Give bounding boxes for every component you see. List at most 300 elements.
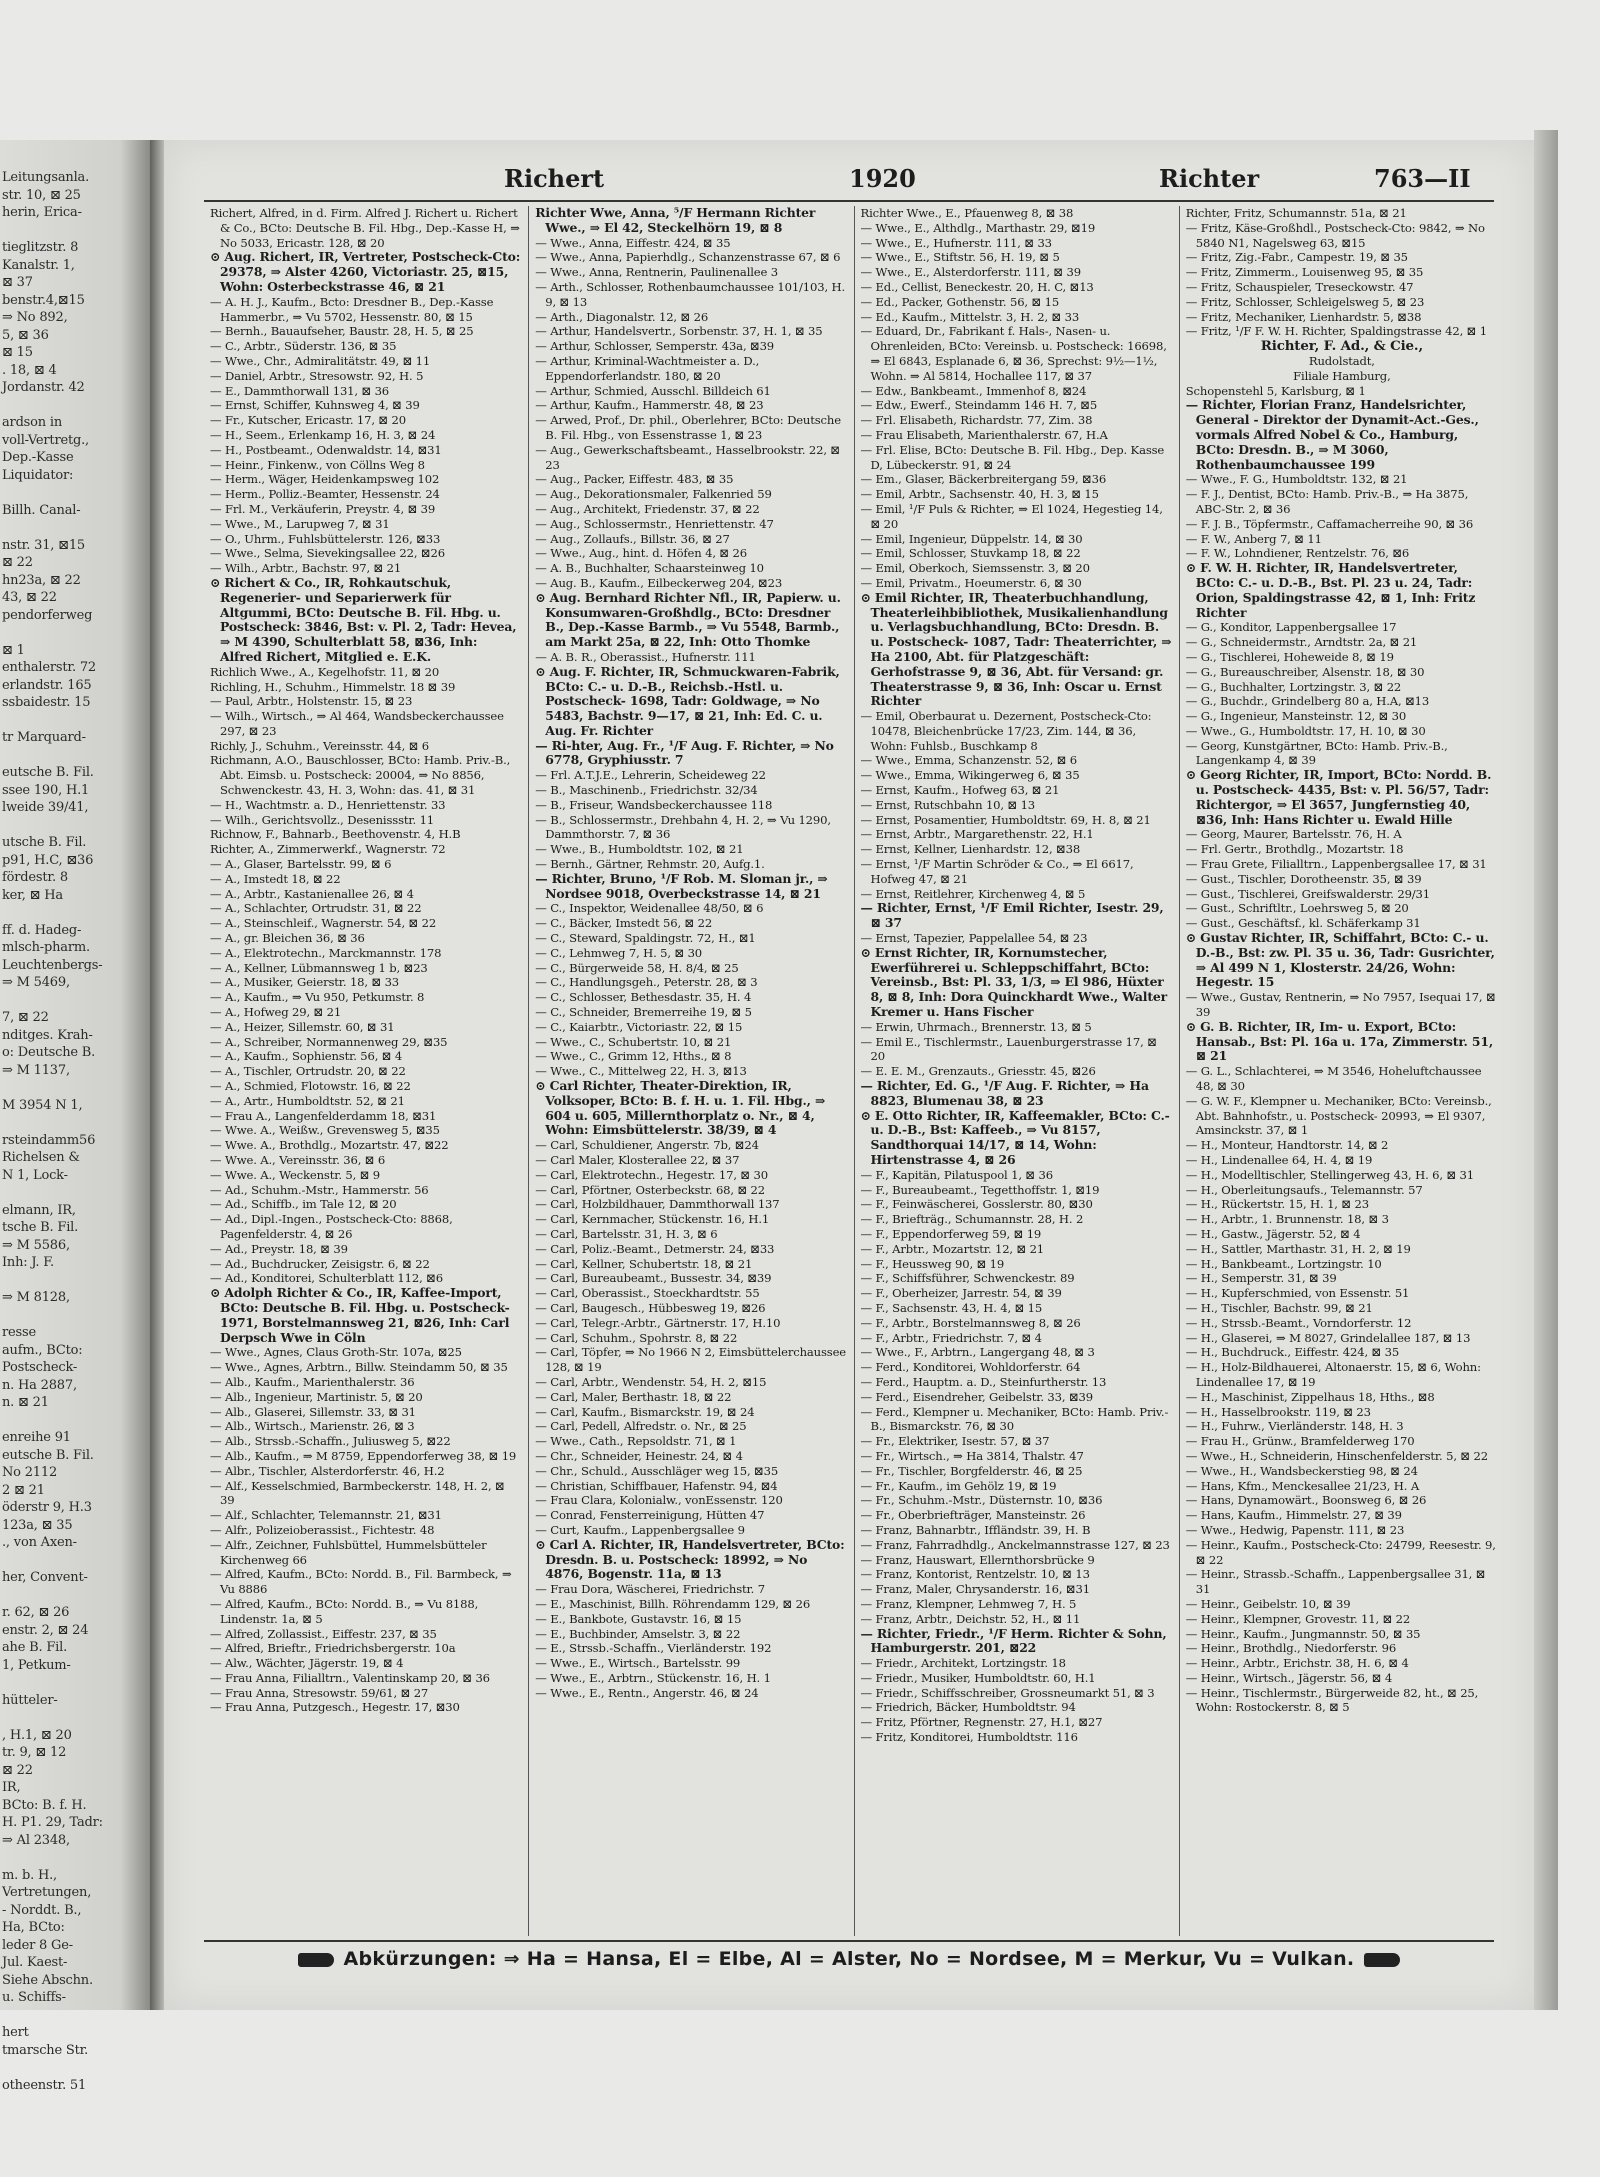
directory-entry: ⊙ Georg Richter, IR, Import, BCto: Nordd. B. u. Postscheck- 4435, Bst: v. Pl. 56/57, Tadr: Richtergor, ⇒ El 3657, Jungfernstieg 40, ⊠36, Inh: Hans Richter u. Ewald Hille	[1185, 767, 1492, 827]
directory-entry: Richter, Fritz, Schumannstr. 51a, ⊠ 21	[1185, 206, 1407, 220]
directory-entry: — Wwe., Hedwig, Papenstr. 111, ⊠ 23	[1185, 1522, 1405, 1537]
directory-entry: — Fr., Oberbriefträger, Mansteinstr. 26	[860, 1508, 1086, 1523]
directory-entry: — Emil, Oberkoch, Siemssenstr. 3, ⊠ 20	[860, 561, 1090, 576]
facing-page-line: str. 10, ⊠ 25	[2, 187, 81, 203]
directory-entry: ⊙ Aug. Bernhard Richter Nfl., IR, Papierw. u. Konsumwaren-Großhdlg., BCto: Dresdner B., Dep.-Kasse Barmb., ⇒ Vu 5548, Barmb., am Markt 25a, ⊠ 22, Inh: Otto Thomke	[535, 589, 841, 650]
directory-entry: — Fr., Tischler, Borgfelderstr. 46, ⊠ 25	[860, 1463, 1083, 1478]
directory-entry: — A., Elektrotechn., Marckmannstr. 178	[210, 945, 442, 960]
directory-entry: — Wwe., Agnes, Arbtrn., Billw. Steindamm 50, ⊠ 35	[210, 1360, 508, 1375]
directory-entry: — Carl Maler, Klosterallee 22, ⊠ 37	[535, 1153, 740, 1167]
facing-page-line: tieglitzstr. 8	[2, 240, 79, 255]
directory-entry: — Wwe., Cath., Repsoldstr. 71, ⊠ 1	[535, 1434, 737, 1449]
facing-page-line: ⇒ M 5469,	[2, 975, 70, 990]
facing-page-line: ⊠ 1	[2, 642, 25, 658]
directory-entry: — Conrad, Fensterreinigung, Hütten 47	[535, 1508, 765, 1523]
directory-entry: — Arthur, Kaufm., Hammerstr. 48, ⊠ 23	[535, 398, 764, 413]
directory-entry: — A., Artr., Humboldtstr. 52, ⊠ 21	[210, 1093, 405, 1108]
directory-entry: — H., Strssb.-Beamt., Vorndorferstr. 12	[1185, 1315, 1412, 1330]
directory-entry: — Wwe., M., Larupweg 7, ⊠ 31	[210, 516, 390, 531]
directory-entry: — Wwe., Emma, Wikingerweg 6, ⊠ 35	[860, 768, 1080, 783]
facing-page-fragment	[0, 140, 150, 2093]
facing-page-line: ⊠ 22	[2, 555, 33, 570]
directory-entry: — Frl. Gertr., Brothdlg., Mozartstr. 18	[1185, 842, 1404, 857]
directory-entry: — Wwe. A., Weckenstr. 5, ⊠ 9	[210, 1167, 381, 1182]
facing-page-line: enreihe 91	[2, 1430, 71, 1445]
directory-entry: — Ad., Dipl.-Ingen., Postscheck-Cto: 8868, Pagenfelderstr. 4, ⊠ 26	[210, 1212, 453, 1241]
directory-entry: ⊙ Aug. Richert, IR, Vertreter, Postscheck-Cto: 29378, ⇒ Alster 4260, Victoriastr. 25, ⊠15, Wohn: Osterbeckstrasse 46, ⊠ 21	[210, 249, 521, 294]
directory-entry: — Wilh., Gerichtsvollz., Desenissstr. 11	[210, 812, 435, 827]
directory-entry: — Wwe., E., Alsterdorferstr. 111, ⊠ 39	[860, 265, 1081, 280]
directory-entry: — Wilh., Wirtsch., ⇒ Al 464, Wandsbeckerchaussee 297, ⊠ 23	[210, 709, 504, 738]
facing-page-line: Leuchtenbergs-	[2, 957, 103, 973]
directory-entry: — Gust., Schriftltr., Loehrsweg 5, ⊠ 20	[1185, 901, 1409, 916]
directory-entry: — Fritz, Mechaniker, Lienhardstr. 5, ⊠38	[1185, 309, 1422, 324]
directory-entry: — Carl, Baugesch., Hübbesweg 19, ⊠26	[535, 1300, 766, 1315]
directory-entry: — Wwe., Agnes, Claus Groth-Str. 107a, ⊠25	[210, 1345, 462, 1360]
directory-entry: — Aug., Gewerkschaftsbeamt., Hasselbrookstr. 22, ⊠ 23	[535, 442, 840, 472]
directory-entry: — Franz, Hauswart, Ellernthorsbrücke 9	[860, 1552, 1095, 1567]
facing-page-line: hütteler-	[2, 1692, 58, 1708]
directory-entry: Richlich Wwe., A., Kegelhofstr. 11, ⊠ 20	[210, 664, 440, 679]
directory-entry: — Ri-hter, Aug. Fr., ¹/F Aug. F. Richter, ⇒ No 6778, Gryphiusstr. 7	[535, 737, 834, 768]
directory-entry: — Ferd., Klempner u. Mechaniker, BCto: Hamb. Priv.-B., Bismarckstr. 76, ⊠ 30	[860, 1404, 1169, 1434]
facing-page-line: Liquidator:	[2, 467, 74, 483]
directory-entry: — A., Kaufm., ⇒ Vu 950, Petkumstr. 8	[210, 990, 425, 1005]
directory-entry: — Ad., Schiffb., im Tale 12, ⊠ 20	[210, 1197, 397, 1212]
directory-entry: — Arth., Diagonalstr. 12, ⊠ 26	[535, 309, 709, 324]
page-header	[204, 164, 1494, 200]
facing-page-line: lweide 39/41,	[2, 800, 89, 815]
directory-entry: — Ferd., Hauptm. a. D., Steinfurtherstr. 13	[860, 1374, 1107, 1389]
page-number: 763—II	[1374, 164, 1471, 193]
facing-page-line: elmann, IR,	[2, 1202, 76, 1218]
directory-entry: — Fr., Kutscher, Ericastr. 17, ⊠ 20	[210, 413, 406, 428]
facing-page-line: ⊠ 37	[2, 275, 33, 290]
facing-page-line: ⇒ M 1137,	[2, 1062, 70, 1078]
directory-entry: — G. W. F., Klempner u. Mechaniker, BCto: Vereinsb., Abt. Bahnhofstr., u. Postscheck- 20993, ⇒ El 9307, Amsinckstr. 37, ⊠ 1	[1185, 1093, 1492, 1138]
directory-entry: Rudolstadt,	[1308, 353, 1375, 368]
directory-entry: — Carl, Töpfer, ⇒ No 1966 N 2, Eimsbüttelerchaussee 128, ⊠ 19	[535, 1345, 846, 1375]
directory-entry: — Emil, Ingenieur, Düppelstr. 14, ⊠ 30	[860, 531, 1083, 546]
directory-entry: — B., Maschinenb., Friedrichstr. 32/34	[535, 783, 758, 798]
pointing-hand-icon	[298, 1953, 334, 1967]
directory-entry: — Bernh., Gärtner, Rehmstr. 20, Aufg.1.	[535, 857, 765, 872]
directory-entry: — Fritz, Schlosser, Schleigelsweg 5, ⊠ 23	[1185, 294, 1425, 309]
directory-entry: — E. E. M., Grenzauts., Griesstr. 45, ⊠26	[860, 1064, 1096, 1079]
directory-entry: — F., Bureaubeamt., Tegetthoffstr. 1, ⊠19	[860, 1182, 1100, 1197]
facing-page-line: eutsche B. Fil.	[2, 765, 94, 780]
directory-entry: — Fritz, Käse-Großhdl., Postscheck-Cto: 9842, ⇒ No 5840 N1, Nagelsweg 63, ⊠15	[1185, 220, 1485, 250]
directory-entry: — G., Schneidermstr., Arndtstr. 2a, ⊠ 21	[1185, 635, 1418, 650]
directory-entry: — F., Briefträg., Schumannstr. 28, H. 2	[860, 1212, 1084, 1227]
directory-entry: — Wwe., Emma, Schanzenstr. 52, ⊠ 6	[860, 753, 1078, 768]
facing-page-line: voll-Vertretg.,	[2, 432, 89, 448]
directory-entry: — Ernst, Reitlehrer, Kirchenweg 4, ⊠ 5	[860, 886, 1086, 901]
directory-entry: — C., Bäcker, Imstedt 56, ⊠ 22	[535, 916, 713, 931]
facing-page-line: utsche B. Fil.	[2, 835, 87, 850]
directory-entry: — Wwe., E., Rentn., Angerstr. 46, ⊠ 24	[535, 1685, 759, 1700]
facing-page-line: otheenstr. 51	[2, 2077, 87, 2093]
directory-entry: — Alb., Kaufm., ⇒ M 8759, Eppendorferweg 38, ⊠ 19	[210, 1448, 517, 1463]
directory-entry: — Wwe., Gustav, Rentnerin, ⇒ No 7957, Isequai 17, ⊠ 39	[1185, 990, 1496, 1020]
facing-page-line: Postscheck-	[2, 1360, 78, 1375]
directory-entry: — Richter, Friedr., ¹/F Herm. Richter & Sohn, Hamburgerstr. 201, ⊠22	[860, 1625, 1167, 1656]
directory-entry: — Ernst, Kaufm., Hofweg 63, ⊠ 21	[860, 783, 1060, 798]
facing-page-line: tr. 9, ⊠ 12	[2, 1745, 67, 1760]
directory-entry: — Edw., Ewerf., Steindamm 146 H. 7, ⊠5	[860, 398, 1098, 413]
directory-entry: — Ernst, Posamentier, Humboldtstr. 69, H. 8, ⊠ 21	[860, 812, 1151, 827]
directory-entry: — H., Fuhrw., Vierländerstr. 148, H. 3	[1185, 1419, 1404, 1434]
directory-entry: Richter, F. Ad., & Cie.,	[1260, 338, 1423, 355]
directory-entry: — Fr., Wirtsch., ⇒ Ha 3814, Thalstr. 47	[860, 1448, 1084, 1463]
directory-entry: — H., Bankbeamt., Lortzingstr. 10	[1185, 1256, 1382, 1271]
directory-entry: — H., Arbtr., 1. Brunnenstr. 18, ⊠ 3	[1185, 1212, 1389, 1227]
facing-page-line: r. 62, ⊠ 26	[2, 1605, 70, 1620]
directory-entry: — Carl, Oberassist., Stoeckhardtstr. 55	[535, 1286, 760, 1301]
directory-entry: — Aug., Dekorationsmaler, Falkenried 59	[535, 487, 772, 502]
directory-entry: — G., Bureauschreiber, Alsenstr. 18, ⊠ 30	[1185, 664, 1425, 679]
column-4	[1180, 206, 1504, 1936]
directory-entry: — A. H. J., Kaufm., Bcto: Dresdner B., Dep.-Kasse Hammerbr., ⇒ Vu 5702, Hessenstr. 80, ⊠ 15	[210, 294, 494, 324]
facing-page-line: ., von Axen-	[2, 1535, 77, 1550]
directory-entry: — Carl, Holzbildhauer, Dammthorwall 137	[535, 1197, 780, 1212]
directory-entry: — F., Oberheizer, Jarrestr. 54, ⊠ 39	[860, 1286, 1062, 1301]
directory-entry: — Richter, Bruno, ¹/F Rob. M. Sloman jr., ⇒ Nordsee 9018, Overbeckstrasse 14, ⊠ 21	[535, 870, 828, 901]
directory-entry: — Heinr., Kaufm., Postscheck-Cto: 24799, Reesestr. 9, ⊠ 22	[1185, 1537, 1496, 1567]
directory-entry: — Wwe., Anna, Eiffestr. 424, ⊠ 35	[535, 235, 731, 250]
directory-entry: ⊙ E. Otto Richter, IR, Kaffeemakler, BCto: C.- u. D.-B., Bst: Kaffeeb., ⇒ Vu 8157, Sandthorquai 14/17, ⊠ 14, Wohn: Hirtenstrasse 4, ⊠ 26	[860, 1107, 1170, 1167]
facing-page-line: Richelsen &	[2, 1150, 80, 1165]
facing-page-line: nstr. 31, ⊠15	[2, 537, 85, 553]
directory-entry: — C., Arbtr., Süderstr. 136, ⊠ 35	[210, 339, 397, 354]
directory-entry: — Wwe., E., Wirtsch., Bartelsstr. 99	[535, 1656, 741, 1671]
directory-entry: — G., Tischlerei, Hoheweide 8, ⊠ 19	[1185, 649, 1394, 664]
directory-entry: — Carl, Telegr.-Arbtr., Gärtnerstr. 17, H.10	[535, 1315, 781, 1330]
directory-entry: — Gust., Tischler, Dorotheenstr. 35, ⊠ 39	[1185, 871, 1422, 886]
facing-page-line: N 1, Lock-	[2, 1167, 68, 1183]
facing-page-line: tr Marquard-	[2, 730, 86, 745]
directory-entry: — Bernh., Bauaufseher, Baustr. 28, H. 5, ⊠ 25	[210, 324, 474, 339]
directory-entry: — Wwe., C., Grimm 12, Hths., ⊠ 8	[535, 1049, 732, 1064]
directory-entry: — F., Heussweg 90, ⊠ 19	[860, 1256, 1005, 1271]
directory-entry: — Wwe., E., Hufnerstr. 111, ⊠ 33	[860, 235, 1052, 250]
directory-entry: — Paul, Arbtr., Holstenstr. 15, ⊠ 23	[210, 694, 413, 709]
directory-entry: — E., Bankbote, Gustavstr. 16, ⊠ 15	[535, 1611, 742, 1626]
facing-page-line: aufm., BCto:	[2, 1342, 83, 1358]
directory-entry: — A., Heizer, Sillemstr. 60, ⊠ 31	[210, 1019, 395, 1034]
directory-entry: — Richter, Ernst, ¹/F Emil Richter, Isestr. 29, ⊠ 37	[860, 900, 1164, 931]
directory-entry: — H., Modelltischler, Stellingerweg 43, H. 6, ⊠ 31	[1185, 1167, 1475, 1182]
directory-entry: Richter, A., Zimmerwerkf., Wagnerstr. 72	[210, 842, 446, 857]
directory-entry: — H., Oberleitungsaufs., Telemannstr. 57	[1185, 1182, 1423, 1197]
directory-entry: — A., Steinschleif., Wagnerstr. 54, ⊠ 22	[210, 916, 437, 931]
directory-entry: — G. L., Schlachterei, ⇒ M 3546, Hoheluftchaussee 48, ⊠ 30	[1185, 1064, 1482, 1094]
pointing-hand-icon	[1364, 1953, 1400, 1967]
facing-page-line: u. Schiffs-	[2, 1990, 66, 2005]
facing-page-line: n. ⊠ 21	[2, 1395, 49, 1410]
page-edge	[1534, 130, 1558, 2010]
directory-entry: — Arthur, Schmied, Ausschl. Billdeich 61	[535, 383, 771, 398]
directory-entry: — Ed., Packer, Gothenstr. 56, ⊠ 15	[860, 294, 1060, 309]
directory-entry: — F., Eppendorferweg 59, ⊠ 19	[860, 1226, 1042, 1241]
facing-page-line: Siehe Abschn.	[2, 1972, 93, 1988]
directory-columns	[204, 206, 1504, 1936]
directory-entry: — Fritz, ¹/F F. W. H. Richter, Spaldingstrasse 42, ⊠ 1	[1185, 324, 1487, 339]
facing-page-line: 123a, ⊠ 35	[2, 1517, 73, 1533]
directory-entry: — A., Kaufm., Sophienstr. 56, ⊠ 4	[210, 1049, 403, 1064]
directory-entry: — Carl, Elektrotechn., Hegestr. 17, ⊠ 30	[535, 1167, 768, 1182]
directory-entry: — Wwe., Selma, Sievekingsallee 22, ⊠26	[210, 546, 445, 561]
directory-entry: — Arth., Schlosser, Rothenbaumchaussee 101/103, H. 9, ⊠ 13	[535, 279, 846, 309]
directory-entry: — B., Friseur, Wandsbeckerchaussee 118	[535, 797, 773, 812]
directory-entry: — H., Sattler, Marthastr. 31, H. 2, ⊠ 19	[1185, 1241, 1411, 1256]
directory-entry: — Georg, Kunstgärtner, BCto: Hamb. Priv.-B., Langenkamp 4, ⊠ 39	[1185, 738, 1448, 768]
facing-page-line: pendorferweg	[2, 607, 93, 623]
facing-page-line: her, Convent-	[2, 1570, 88, 1585]
directory-entry: — Emil, Arbtr., Sachsenstr. 40, H. 3, ⊠ 15	[860, 487, 1099, 502]
directory-entry: — Alf., Kesselschmied, Barmbeckerstr. 148, H. 2, ⊠ 39	[210, 1478, 505, 1508]
directory-entry: — Frau H., Grünw., Bramfelderweg 170	[1185, 1434, 1415, 1449]
directory-entry: Richmann, A.O., Bauschlosser, BCto: Hamb. Priv.-B., Abt. Eimsb. u. Postscheck: 20004, ⇒ No 8856, Schwenckestr. 43, H. 3, Wohn: das. 41, ⊠ 31	[210, 753, 511, 798]
directory-entry: — F. W., Lohndiener, Rentzelstr. 76, ⊠6	[1185, 546, 1410, 561]
directory-entry: — Friedr., Schiffsschreiber, Grossneumarkt 51, ⊠ 3	[860, 1685, 1155, 1700]
directory-entry: — Heinr., Finkenw., von Cöllns Weg 8	[210, 457, 425, 472]
directory-entry: — Wwe. A., Weißw., Grevensweg 5, ⊠35	[210, 1123, 440, 1138]
directory-entry: — F., Arbtr., Borstelmannsweg 8, ⊠ 26	[860, 1315, 1081, 1330]
directory-entry: — A., Arbtr., Kastanienallee 26, ⊠ 4	[210, 886, 414, 901]
directory-entry: — A., Kellner, Lübmannsweg 1 b, ⊠23	[210, 960, 428, 975]
directory-entry: — F. W., Anberg 7, ⊠ 11	[1185, 531, 1322, 546]
directory-entry: — A. B., Buchhalter, Schaarsteinweg 10	[535, 561, 764, 576]
directory-entry: — C., Steward, Spaldingstr. 72, H., ⊠1	[535, 931, 756, 946]
directory-entry: — Ernst, Schiffer, Kuhnsweg 4, ⊠ 39	[210, 398, 420, 413]
column-2	[529, 206, 854, 1936]
facing-page-line: ssee 190, H.1	[2, 782, 90, 798]
directory-entry: — Wwe., F. G., Humboldtstr. 132, ⊠ 21	[1185, 472, 1408, 487]
directory-entry: — Carl, Pförtner, Osterbeckstr. 68, ⊠ 22	[535, 1182, 766, 1197]
facing-page-line: hert	[2, 2025, 29, 2040]
directory-entry: — H., Gastw., Jägerstr. 52, ⊠ 4	[1185, 1226, 1361, 1241]
directory-entry: — Wwe., C., Mittelweg 22, H. 3, ⊠13	[535, 1064, 747, 1079]
directory-entry: — Heinr., Kaufm., Jungmannstr. 50, ⊠ 35	[1185, 1626, 1421, 1641]
facing-page-line: öderstr 9, H.3	[2, 1500, 92, 1515]
directory-entry: — Wwe., Chr., Admiralitätstr. 49, ⊠ 11	[210, 353, 431, 368]
facing-page-line: n. Ha 2887,	[2, 1377, 77, 1393]
directory-entry: — F., Feinwäscherei, Gosslerstr. 80, ⊠30	[860, 1197, 1093, 1212]
facing-page-line: o: Deutsche B.	[2, 1045, 96, 1060]
directory-entry: Filiale Hamburg,	[1293, 368, 1391, 383]
facing-page-line: Ha, BCto:	[2, 1920, 65, 1935]
directory-entry: — Erwin, Uhrmach., Brennerstr. 13, ⊠ 5	[860, 1019, 1092, 1034]
directory-entry: — Heinr., Klempner, Grovestr. 11, ⊠ 22	[1185, 1611, 1411, 1626]
facing-page-line: Jul. Kaest-	[2, 1955, 68, 1970]
facing-page-line: ⇒ M 8128,	[2, 1290, 70, 1305]
directory-entry: — H., Seem., Erlenkamp 16, H. 3, ⊠ 24	[210, 427, 436, 442]
directory-entry: — Alb., Strssb.-Schaffn., Juliusweg 5, ⊠22	[210, 1434, 451, 1449]
directory-entry: — Ernst, Kellner, Lienhardstr. 12, ⊠38	[860, 842, 1081, 857]
directory-entry: — Aug., Zollaufs., Billstr. 36, ⊠ 27	[535, 531, 730, 546]
directory-entry: — Emil, Oberbaurat u. Dezernent, Postscheck-Cto: 10478, Bleichenbrücke 17/23, Zim. 144, ⊠ 36, Wohn: Fuhlsb., Buschkamp 8	[860, 709, 1152, 753]
directory-entry: — Frl. M., Verkäuferin, Preystr. 4, ⊠ 39	[210, 501, 436, 516]
directory-entry: — Alb., Kaufm., Marienthalerstr. 36	[210, 1374, 415, 1389]
facing-page-line: Kanalstr. 1,	[2, 257, 75, 273]
directory-entry: Richling, H., Schuhm., Himmelstr. 18 ⊠ 39	[210, 679, 456, 694]
directory-entry: — Heinr., Strassb.-Schaffn., Lappenbergsallee 31, ⊠ 31	[1185, 1567, 1486, 1597]
directory-entry: — Frl. A.T.J.E., Lehrerin, Scheideweg 22	[535, 768, 766, 783]
facing-page-line: tsche B. Fil.	[2, 1220, 79, 1235]
directory-entry: ⊙ Adolph Richter & Co., IR, Kaffee-Import, BCto: Deutsche B. Fil. Hbg. u. Postscheck- 1971, Borstelmannsweg 21, ⊠26, Inh: Carl Derpsch Wwe in Cöln	[210, 1285, 510, 1345]
directory-entry: — Carl, Kellner, Schubertstr. 18, ⊠ 21	[535, 1256, 753, 1271]
directory-entry: — Aug. B., Kaufm., Eilbeckerweg 204, ⊠23	[535, 575, 783, 590]
header-rule	[204, 200, 1494, 202]
directory-entry: — Fr., Elektriker, Isestr. 57, ⊠ 37	[860, 1434, 1050, 1449]
directory-entry: — Frau Clara, Kolonialw., vonEssenstr. 120	[535, 1493, 783, 1508]
directory-entry: — Richter, Ed. G., ¹/F Aug. F. Richter, ⇒ Ha 8823, Blumenau 38, ⊠ 23	[860, 1078, 1149, 1108]
footer-rule	[204, 1940, 1494, 1942]
facing-page-line: Jordanstr. 42	[2, 380, 85, 395]
directory-entry: — H., Semperstr. 31, ⊠ 39	[1185, 1271, 1337, 1286]
directory-entry: — Wwe., G., Humboldtstr. 17, H. 10, ⊠ 30	[1185, 723, 1426, 738]
facing-page-line: benstr.4,⊠15	[2, 292, 85, 308]
directory-entry: — Ed., Kaufm., Mittelstr. 3, H. 2, ⊠ 33	[860, 309, 1080, 324]
directory-entry: — C., Schneider, Bremerreihe 19, ⊠ 5	[535, 1005, 752, 1020]
directory-entry: — Arthur, Kriminal-Wachtmeister a. D., Eppendorferlandstr. 180, ⊠ 20	[535, 353, 760, 383]
directory-entry: — Chr., Schuld., Ausschläger weg 15, ⊠35	[535, 1463, 779, 1478]
directory-entry: — Ernst, Rutschbahn 10, ⊠ 13	[860, 797, 1036, 812]
directory-entry: — Ad., Konditorei, Schulterblatt 112, ⊠6	[210, 1271, 443, 1286]
directory-entry: — Fritz, Zimmerm., Louisenweg 95, ⊠ 35	[1185, 265, 1424, 280]
directory-entry: ⊙ Ernst Richter, IR, Kornumstecher, Ewerführerei u. Schleppschiffahrt, BCto: Vereinsb., Bst: Pl. 33, 1/3, ⇒ El 986, Hüxter 8, ⊠ 8, Inh: Dora Quinckhardt Wwe., Walter Kremer u. Hans Fischer	[860, 944, 1168, 1020]
directory-entry: — Fritz, Zig.-Fabr., Campestr. 19, ⊠ 35	[1185, 250, 1408, 265]
directory-entry: — E., Maschinist, Billh. Röhrendamm 129, ⊠ 26	[535, 1596, 811, 1611]
directory-entry: — Ernst, Arbtr., Margarethenstr. 22, H.1	[860, 827, 1094, 842]
directory-entry: — Ad., Preystr. 18, ⊠ 39	[210, 1241, 348, 1256]
directory-entry: — Heinr., Geibelstr. 10, ⊠ 39	[1185, 1596, 1351, 1611]
directory-entry: — Frau Anna, Stresowstr. 59/61, ⊠ 27	[210, 1685, 429, 1700]
directory-entry: — Daniel, Arbtr., Stresowstr. 92, H. 5	[210, 368, 424, 383]
directory-entry: — Edw., Bankbeamt., Immenhof 8, ⊠24	[860, 383, 1087, 398]
directory-entry: — H., Postbeamt., Odenwaldstr. 14, ⊠31	[210, 442, 442, 457]
facing-page-line: BCto: B. f. H.	[2, 1797, 87, 1813]
directory-entry: — Alfred, Brieftr., Friedrichsbergerstr. 10a	[210, 1641, 456, 1656]
directory-entry: — Wwe., H., Wandsbeckerstieg 98, ⊠ 24	[1185, 1463, 1418, 1478]
directory-entry: — Heinr., Brothdlg., Niedorferstr. 96	[1185, 1641, 1397, 1656]
directory-entry: — G., Buchhalter, Lortzingstr. 3, ⊠ 22	[1185, 679, 1402, 694]
facing-page-line: , H.1, ⊠ 20	[2, 1727, 72, 1743]
directory-entry: — C., Handlungsgeh., Peterstr. 28, ⊠ 3	[535, 975, 758, 990]
directory-entry: — Carl, Schuldiener, Angerstr. 7b, ⊠24	[535, 1138, 759, 1153]
directory-entry: — Frl. Elisabeth, Richardstr. 77, Zim. 38	[860, 413, 1093, 428]
directory-entry: — H., Monteur, Handtorstr. 14, ⊠ 2	[1185, 1138, 1389, 1153]
directory-entry: — Arwed, Prof., Dr. phil., Oberlehrer, BCto: Deutsche B. Fil. Hbg., von Essenstrasse 1, ⊠ 23	[535, 413, 841, 442]
directory-entry: — Wwe., E., Stiftstr. 56, H. 19, ⊠ 5	[860, 250, 1060, 265]
directory-entry: — A., Hofweg 29, ⊠ 21	[210, 1005, 342, 1020]
directory-entry: — Heinr., Wirtsch., Jägerstr. 56, ⊠ 4	[1185, 1670, 1393, 1685]
directory-entry: Richert, Alfred, in d. Firm. Alfred J. Richert u. Richert & Co., BCto: Deutsche B. Fil. Hbg., Dep.-Kasse H, ⇒ No 5033, Ericastr. 128, ⊠ 20	[210, 206, 520, 250]
directory-entry: — Franz, Kontorist, Rentzelstr. 10, ⊠ 13	[860, 1567, 1090, 1582]
directory-entry: — Emil, Privatm., Hoeumerstr. 6, ⊠ 30	[860, 575, 1082, 590]
directory-entry: — Frau A., Langenfelderdamm 18, ⊠31	[210, 1108, 437, 1123]
directory-entry: — Fritz, Konditorei, Humboldtstr. 116	[860, 1730, 1078, 1745]
directory-entry: — Hans, Kfm., Menckesallee 21/23, H. A	[1185, 1478, 1420, 1493]
directory-entry: — A., Schmied, Flotowstr. 16, ⊠ 22	[210, 1079, 411, 1094]
facing-page-line: . 18, ⊠ 4	[2, 362, 57, 378]
directory-entry: — Heinr., Tischlermstr., Bürgerweide 82, ht., ⊠ 25, Wohn: Rostockerstr. 8, ⊠ 5	[1185, 1685, 1479, 1715]
directory-entry: — H., Lindenallee 64, H. 4, ⊠ 19	[1185, 1153, 1373, 1167]
directory-entry: — Carl, Maler, Berthastr. 18, ⊠ 22	[535, 1389, 732, 1404]
directory-entry: — Hans, Kaufm., Himmelstr. 27, ⊠ 39	[1185, 1508, 1402, 1523]
directory-entry: — Frau Elisabeth, Marienthalerstr. 67, H.A	[860, 427, 1108, 442]
header-left-keyword: Richert	[504, 164, 605, 193]
directory-page	[164, 140, 1534, 2010]
directory-entry: — Franz, Bahnarbtr., Iffländstr. 39, H. B	[860, 1522, 1091, 1537]
directory-entry: — Carl, Pedell, Alfredstr. o. Nr., ⊠ 25	[535, 1419, 747, 1434]
book-gutter	[150, 140, 164, 2010]
facing-page-line: fördestr. 8	[2, 870, 68, 885]
directory-entry: — H., Holz-Bildhauerei, Altonaerstr. 15, ⊠ 6, Wohn: Lindenallee 17, ⊠ 19	[1185, 1360, 1481, 1389]
facing-page-line: ⇒ Al 2348,	[2, 1832, 70, 1848]
directory-entry: Schopenstehl 5, Karlsburg, ⊠ 1	[1185, 383, 1366, 398]
facing-page-line: IR,	[2, 1780, 21, 1795]
directory-entry: — Alfr., Zeichner, Fuhlsbüttel, Hummelsbütteler Kirchenweg 66	[210, 1537, 487, 1567]
directory-entry: — H., Wachtmstr. a. D., Henriettenstr. 33	[210, 797, 446, 812]
directory-entry: — Albr., Tischler, Alsterdorferstr. 46, H.2	[210, 1463, 445, 1478]
directory-entry: — Ed., Cellist, Beneckestr. 20, H. C, ⊠13	[860, 279, 1094, 294]
directory-entry: — Franz, Klempner, Lehmweg 7, H. 5	[860, 1596, 1077, 1611]
directory-entry: — H., Hasselbrookstr. 119, ⊠ 23	[1185, 1404, 1371, 1419]
directory-entry: ⊙ G. B. Richter, IR, Im- u. Export, BCto: Hansab., Bst: Pl. 16a u. 17a, Zimmerstr. 51, ⊠ 21	[1185, 1018, 1493, 1064]
directory-entry: — C., Lehmweg 7, H. 5, ⊠ 30	[535, 945, 703, 960]
directory-entry: — Friedr., Architekt, Lortzingstr. 18	[860, 1656, 1066, 1671]
directory-entry: — Alfred, Kaufm., BCto: Nordd. B., Fil. Barmbeck, ⇒ Vu 8886	[210, 1567, 512, 1597]
directory-entry: — Alb., Glaserei, Sillemstr. 33, ⊠ 31	[210, 1404, 416, 1419]
directory-entry: — Wwe. A., Vereinsstr. 36, ⊠ 6	[210, 1153, 386, 1167]
directory-entry: — Arthur, Handelsvertr., Sorbenstr. 37, H. 1, ⊠ 35	[535, 324, 823, 339]
directory-entry: — Frl. Elise, BCto: Deutsche B. Fil. Hbg., Dep. Kasse D, Lübeckerstr. 91, ⊠ 24	[860, 442, 1165, 472]
directory-entry: — E., Buchbinder, Amselstr. 3, ⊠ 22	[535, 1626, 741, 1641]
facing-page-line: ker, ⊠ Ha	[2, 887, 63, 903]
directory-entry: ⊙ Gustav Richter, IR, Schiffahrt, BCto: C.- u. D.-B., Bst: zw. Pl. 35 u. 36, Tadr: Gusrichter, ⇒ Al 499 N 1, Klosterstr. 24/26, Wohn: Hegestr. 15	[1185, 930, 1495, 990]
column-1	[204, 206, 529, 1936]
directory-entry: ⊙ Carl A. Richter, IR, Handelsvertreter, BCto: Dresdn. B. u. Postscheck: 18992, ⇒ No 4876, Bogenstr. 11a, ⊠ 13	[535, 1536, 845, 1582]
directory-entry: — Wwe., H., Schneiderin, Hinschenfelderstr. 5, ⊠ 22	[1185, 1448, 1488, 1463]
directory-entry: — C., Kaiarbtr., Victoriastr. 22, ⊠ 15	[535, 1019, 743, 1034]
directory-entry: — A. B. R., Oberassist., Hufnerstr. 111	[535, 649, 756, 664]
directory-entry: — Ferd., Eisendreher, Geibelstr. 33, ⊠39	[860, 1389, 1093, 1404]
directory-entry: — H., Buchdruck., Eiffestr. 424, ⊠ 35	[1185, 1345, 1400, 1360]
abbreviations-text: Abkürzungen: ⇒ Ha = Hansa, El = Elbe, Al = Alster, No = Nordsee, M = Merkur, Vu = Vulkan.	[343, 1948, 1355, 1970]
directory-entry: — Aug., Architekt, Friedenstr. 37, ⊠ 22	[535, 501, 760, 516]
directory-entry: — Wwe., B., Humboldtstr. 102, ⊠ 21	[535, 842, 744, 857]
directory-entry: ⊙ Emil Richter, IR, Theaterbuchhandlung, Theaterleihbibliothek, Musikalienhandlung u. Verlagsbuchhandlung, BCto: Dresdn. B. u. Postscheck- 1087, Tadr: Theaterrichter, ⇒ Ha 2100, Abt. für Platzgeschäft: Gerhofstrasse 9, ⊠ 36, Abt. für Versand: gr. Theaterstrasse 9, ⊠ 36, Inh: Oscar u. Ernst Richter	[860, 589, 1172, 709]
directory-entry: — C., Inspektor, Weidenallee 48/50, ⊠ 6	[535, 901, 764, 916]
directory-entry: — O., Uhrm., Fuhlsbüttelerstr. 126, ⊠33	[210, 531, 441, 546]
directory-entry: — Aug., Packer, Eiffestr. 483, ⊠ 35	[535, 472, 734, 487]
directory-entry: — Alb., Ingenieur, Martinistr. 5, ⊠ 20	[210, 1389, 423, 1404]
directory-entry: — Frau Dora, Wäscherei, Friedrichstr. 7	[535, 1582, 765, 1597]
facing-page-line: Vertretungen,	[2, 1885, 92, 1900]
directory-entry: — H., Maschinist, Zippelhaus 18, Hths., ⊠8	[1185, 1389, 1435, 1404]
directory-entry: — Eduard, Dr., Fabrikant f. Hals-, Nasen- u. Ohrenleiden, BCto: Vereinsb. u. Postscheck: 16698, ⇒ El 6843, Esplanade 6, ⊠ 36, Sprechst: 9½—1½, Wohn. ⇒ Al 5814, Hochallee 117, ⊠ 37	[860, 324, 1167, 383]
facing-page-line: H. P1. 29, Tadr:	[2, 1815, 103, 1830]
directory-entry: — Arthur, Schlosser, Semperstr. 43a, ⊠39	[535, 339, 775, 354]
directory-entry: — Wwe., Anna, Rentnerin, Paulinenallee 3	[535, 265, 778, 280]
facing-page-line: Billh. Canal-	[2, 502, 81, 518]
directory-entry: — Curt, Kaufm., Lappenbergsallee 9	[535, 1522, 745, 1537]
facing-page-line: resse	[2, 1325, 36, 1340]
directory-entry: — Emil E., Tischlermstr., Lauenburgerstrasse 17, ⊠ 20	[860, 1034, 1157, 1064]
facing-page-line: hn23a, ⊠ 22	[2, 572, 81, 588]
